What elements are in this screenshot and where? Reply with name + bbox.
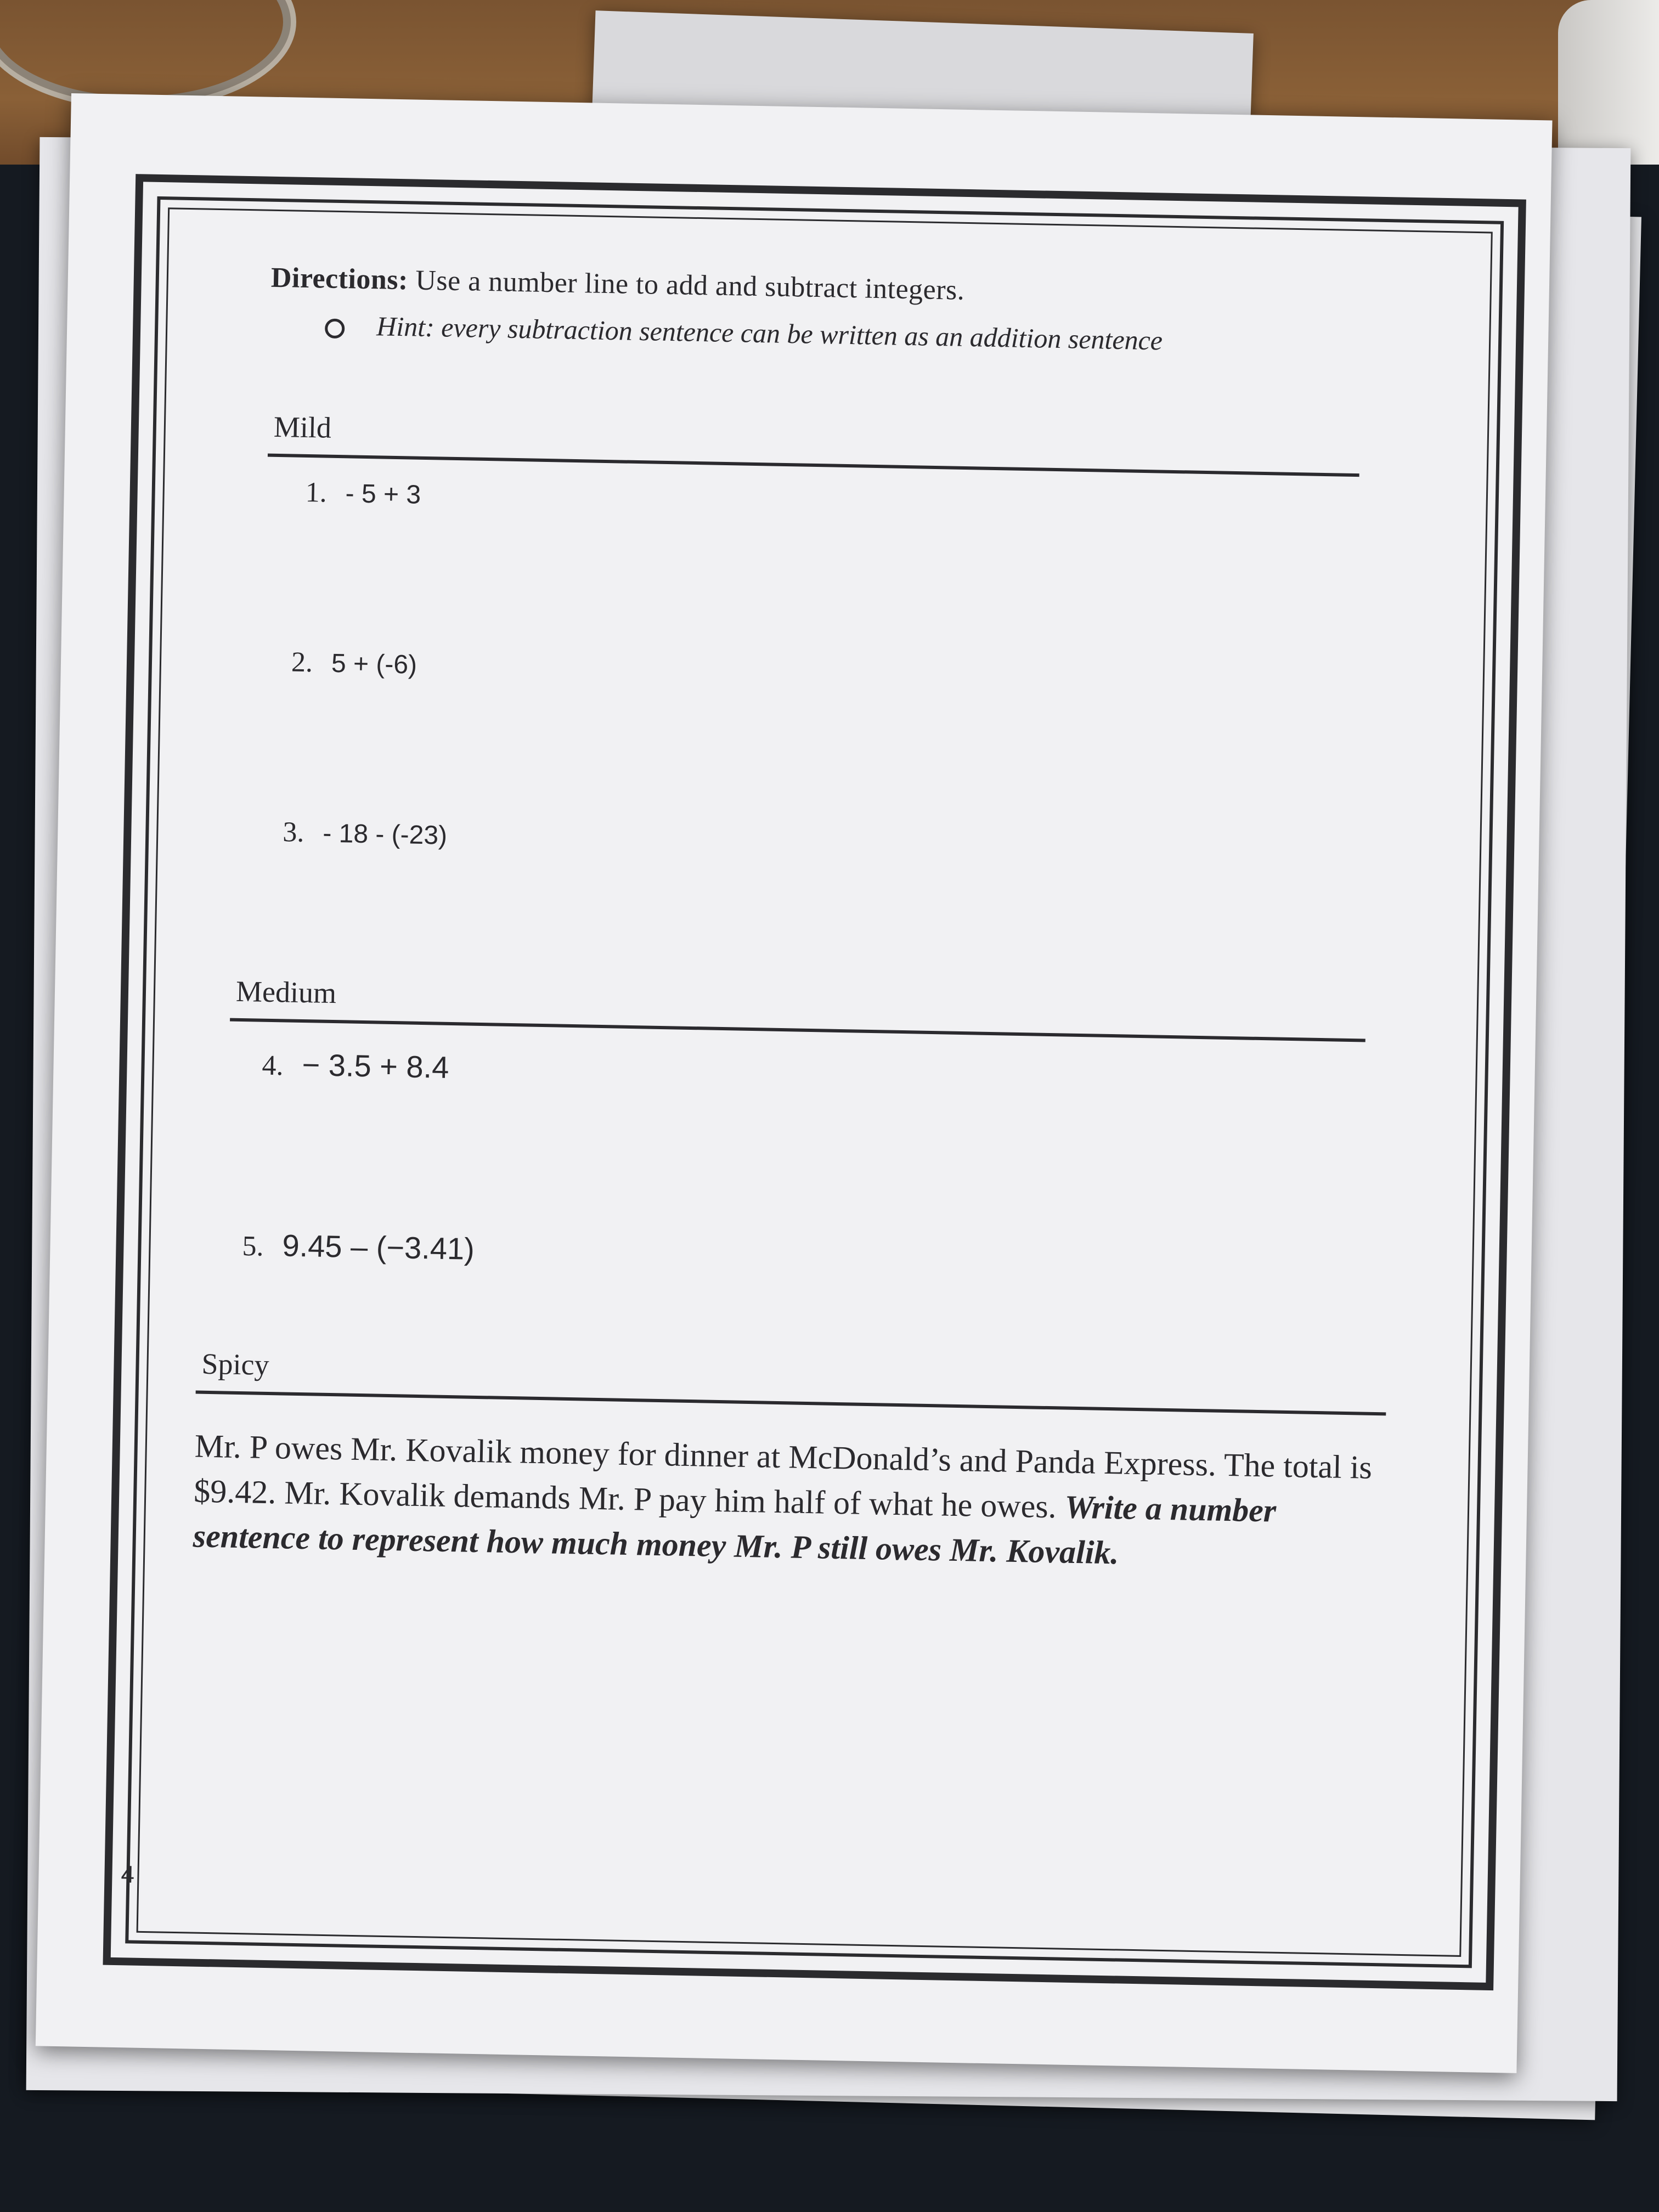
- problem-number: 4.: [262, 1049, 284, 1082]
- section-medium: Medium: [235, 974, 337, 1010]
- page-number: 4: [121, 1861, 135, 1888]
- problem-3: [283, 816, 448, 851]
- problem-1: [305, 476, 421, 511]
- problem-5: [242, 1227, 475, 1267]
- directions-label: Directions:: [270, 262, 409, 296]
- worksheet-content: [36, 93, 1553, 2073]
- section-rule: [230, 1018, 1365, 1042]
- hint: [325, 309, 1163, 357]
- spicy-word-problem: [193, 1424, 1374, 1580]
- problem-number: 5.: [242, 1231, 264, 1262]
- problem-expression: 5 + (-6): [331, 648, 417, 680]
- section-rule: [268, 454, 1359, 477]
- directions: [270, 262, 965, 307]
- section-spicy: Spicy: [201, 1347, 270, 1381]
- bullet-icon: [325, 318, 345, 338]
- section-rule: [196, 1391, 1386, 1416]
- problem-expression: - 5 + 3: [345, 479, 421, 510]
- worksheet-page: [36, 93, 1553, 2073]
- word-problem-task: Write a number sentence to represent how much money Mr. P still owes Mr. Kovalik.: [193, 1488, 1277, 1571]
- section-mild: Mild: [273, 410, 332, 444]
- problem-expression: 9.45 – (−3.41): [282, 1228, 475, 1266]
- directions-text: Use a number line to add and subtract integers.: [408, 264, 965, 306]
- problem-expression: − 3.5 + 8.4: [302, 1047, 449, 1085]
- word-problem-text: Mr. P owes Mr. Kovalik money for dinner at McDonald’s and Panda Express. The total is $9.42. Mr. Kovalik demands Mr. P pay him half of what he owes.: [193, 1427, 1373, 1525]
- problem-number: 3.: [282, 816, 304, 848]
- problem-4: [262, 1046, 449, 1085]
- hint-text: Hint: every subtraction sentence can be written as an addition sentence: [376, 311, 1163, 356]
- problem-number: 2.: [291, 646, 313, 679]
- problem-number: 1.: [305, 476, 328, 509]
- problem-2: [291, 646, 417, 681]
- problem-expression: - 18 - (-23): [322, 819, 448, 850]
